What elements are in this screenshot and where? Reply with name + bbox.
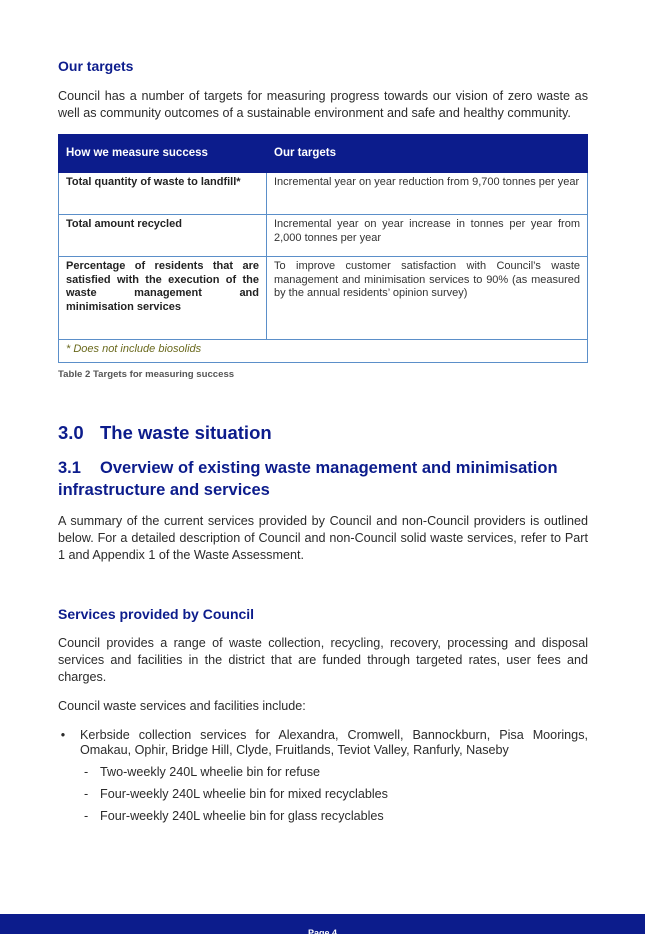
target-cell: Incremental year on year reduction from 9,700 tonnes per year	[267, 173, 588, 215]
table-footnote: * Does not include biosolids	[59, 340, 588, 363]
targets-table	[58, 134, 588, 363]
dash-marker: -	[84, 765, 89, 779]
sub-item-text: Four-weekly 240L wheelie bin for mixed recyclables	[100, 787, 388, 801]
table-footnote-row	[59, 340, 588, 363]
table-row	[59, 215, 588, 257]
column-header-measure: How we measure success	[59, 135, 267, 173]
section-title: Overview of existing waste management and minimisation infrastructure and services	[58, 459, 558, 499]
page-footer-bar	[0, 914, 645, 938]
column-header-targets: Our targets	[267, 135, 588, 173]
services-heading: Services provided by Council	[58, 606, 255, 622]
sub-list	[84, 765, 580, 831]
targets-intro-paragraph: Council has a number of targets for measuring progress towards our vision of zero waste as well as community outcomes of a sustainable environment and safe and healthy community.	[58, 89, 588, 120]
dash-marker: -	[84, 787, 89, 801]
page-number: Page 4	[307, 928, 338, 938]
sub-list-item	[84, 765, 580, 787]
target-cell: To improve customer satisfaction with Council’s waste management and minimisation services to 90% (as measured by the annual residents’ opinion survey)	[267, 257, 588, 340]
sub-list-item	[84, 787, 580, 809]
section-number: 3.1	[58, 459, 81, 477]
list-item	[60, 728, 588, 758]
table-caption: Table 2 Targets for measuring success	[58, 369, 235, 380]
sub-item-text: Four-weekly 240L wheelie bin for glass recyclables	[100, 809, 384, 823]
bullet-text: Kerbside collection services for Alexandra, Cromwell, Bannockburn, Pisa Moorings, Omakau, Ophir, Bridge Hill, Clyde, Fruitlands, Teviot Valley, Ranfurly, Naseby	[80, 728, 588, 757]
bullet-marker: •	[60, 728, 66, 742]
services-paragraph: Council provides a range of waste collection, recycling, recovery, processing and disposal services and facilities in the district that are funded through targeted rates, user fees and charges.	[58, 636, 588, 684]
table-row	[59, 173, 588, 215]
table-row	[59, 257, 588, 340]
services-include-intro: Council waste services and facilities include:	[58, 699, 306, 713]
section-3-1-heading	[58, 457, 588, 501]
section-3-0-heading	[58, 422, 272, 444]
measure-cell: Percentage of residents that are satisfied with the execution of the waste management and minimisation services	[59, 257, 267, 340]
sub-list-item	[84, 809, 580, 831]
section-title: The waste situation	[100, 422, 272, 443]
summary-paragraph: A summary of the current services provided by Council and non-Council providers is outlined below. For a detailed description of Council and non-Council solid waste services, refer to Part 1 and Appendix 1 of the Waste Assessment.	[58, 514, 588, 562]
measure-cell: Total quantity of waste to landfill*	[59, 173, 267, 215]
section-number: 3.0	[58, 422, 84, 443]
dash-marker: -	[84, 809, 89, 823]
target-cell: Incremental year on year increase in tonnes per year from 2,000 tonnes per year	[267, 215, 588, 257]
sub-item-text: Two-weekly 240L wheelie bin for refuse	[100, 765, 321, 779]
our-targets-heading: Our targets	[58, 58, 134, 74]
measure-cell: Total amount recycled	[59, 215, 267, 257]
table-header-row	[59, 135, 588, 173]
